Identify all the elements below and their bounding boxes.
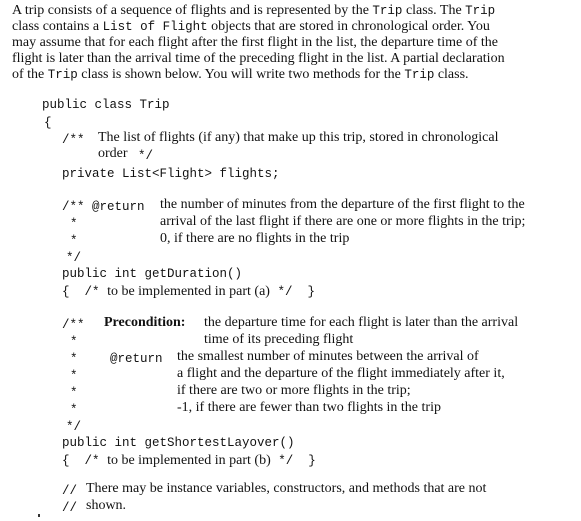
flights-comment-line-2: order [98, 146, 128, 161]
code-term: Trip [372, 4, 403, 18]
note-line-1: There may be instance variables, constructors, and methods that are not [86, 481, 487, 496]
note-line-2: shown. [86, 498, 127, 513]
page-edge-mark [38, 514, 40, 517]
code-term: Trip [404, 68, 435, 82]
comment-close: */ [66, 420, 82, 434]
comment-close: */ [66, 251, 82, 265]
intro-text: class. [434, 67, 469, 82]
get-shortest-layover-signature: public int getShortestLayover() [62, 436, 295, 450]
comment-open: /* [84, 454, 100, 468]
intro-text: class. The [402, 3, 466, 18]
todo-text: to be implemented in part (b) [107, 453, 271, 468]
get-duration-signature: public int getDuration() [62, 267, 243, 281]
comment-open: /** [62, 133, 85, 147]
code-term: Trip [465, 4, 496, 18]
get-duration-body [62, 284, 315, 300]
todo-text: to be implemented in part (a) [107, 284, 270, 299]
code-term: List of Flight [102, 20, 208, 34]
intro-line-1 [12, 3, 572, 19]
intro-text: objects that are stored in chronological order. You [207, 19, 490, 34]
brace: } [307, 285, 316, 299]
layover-doc-line-2: a flight and the departure of the flight immediately after it, [177, 366, 505, 381]
intro-line-4: flight is later than the arrival time of the preceding flight in the list. A partial declaration [12, 51, 505, 66]
intro-line-5 [12, 67, 572, 83]
comment-star: * [70, 369, 78, 383]
brace: } [308, 454, 316, 468]
brace: { [62, 454, 70, 468]
intro-line-3: may assume that for each flight after the first flight in the list, the departure time of the [12, 35, 498, 50]
duration-doc-line-1: the number of minutes from the departure of the first flight to the [160, 197, 525, 212]
comment-open: /** [62, 318, 85, 332]
layover-doc-line-4: -1, if there are fewer than two flights in the trip [177, 400, 441, 415]
line-comment-marker: // [62, 501, 78, 515]
layover-doc-line-1: the smallest number of minutes between the arrival of [177, 349, 479, 364]
duration-doc-line-2: arrival of the last flight if there are one or more flights in the trip; [160, 214, 526, 229]
precondition-line-2: time of its preceding flight [204, 332, 354, 347]
comment-star: * [70, 335, 78, 349]
comment-close: */ [277, 285, 293, 299]
comment-close: */ [138, 149, 154, 163]
intro-text: of the [12, 67, 48, 82]
comment-star: * [70, 217, 78, 231]
intro-text: A trip consists of a sequence of flights and is represented by the [12, 3, 373, 18]
intro-paragraph [12, 3, 572, 83]
comment-star: * [70, 234, 78, 248]
flights-comment-line-1: The list of flights (if any) that make up this trip, stored in chronological [98, 130, 499, 145]
comment-star: * [70, 386, 78, 400]
get-shortest-layover-body [62, 453, 316, 469]
code-term: Trip [47, 68, 78, 82]
intro-line-2 [12, 19, 572, 35]
return-tag: /** @return [62, 200, 145, 214]
class-declaration: public class Trip [42, 98, 170, 112]
duration-doc-line-3: 0, if there are no flights in the trip [160, 231, 350, 246]
comment-open: /* [84, 285, 100, 299]
comment-star: * [70, 352, 78, 366]
intro-text: class is shown below. You will write two methods for the [77, 67, 405, 82]
comment-star: * [70, 403, 78, 417]
intro-text: class contains a [12, 19, 103, 34]
brace: { [62, 285, 70, 299]
precondition-line-1: the departure time for each flight is later than the arrival [204, 315, 519, 330]
comment-close: */ [278, 454, 294, 468]
layover-doc-line-3: if there are two or more flights in the trip; [177, 383, 411, 398]
return-tag: @return [110, 352, 163, 366]
field-declaration: private List<Flight> flights; [62, 167, 280, 181]
line-comment-marker: // [62, 484, 78, 498]
precondition-label: Precondition: [104, 315, 186, 330]
open-brace: { [44, 116, 52, 130]
